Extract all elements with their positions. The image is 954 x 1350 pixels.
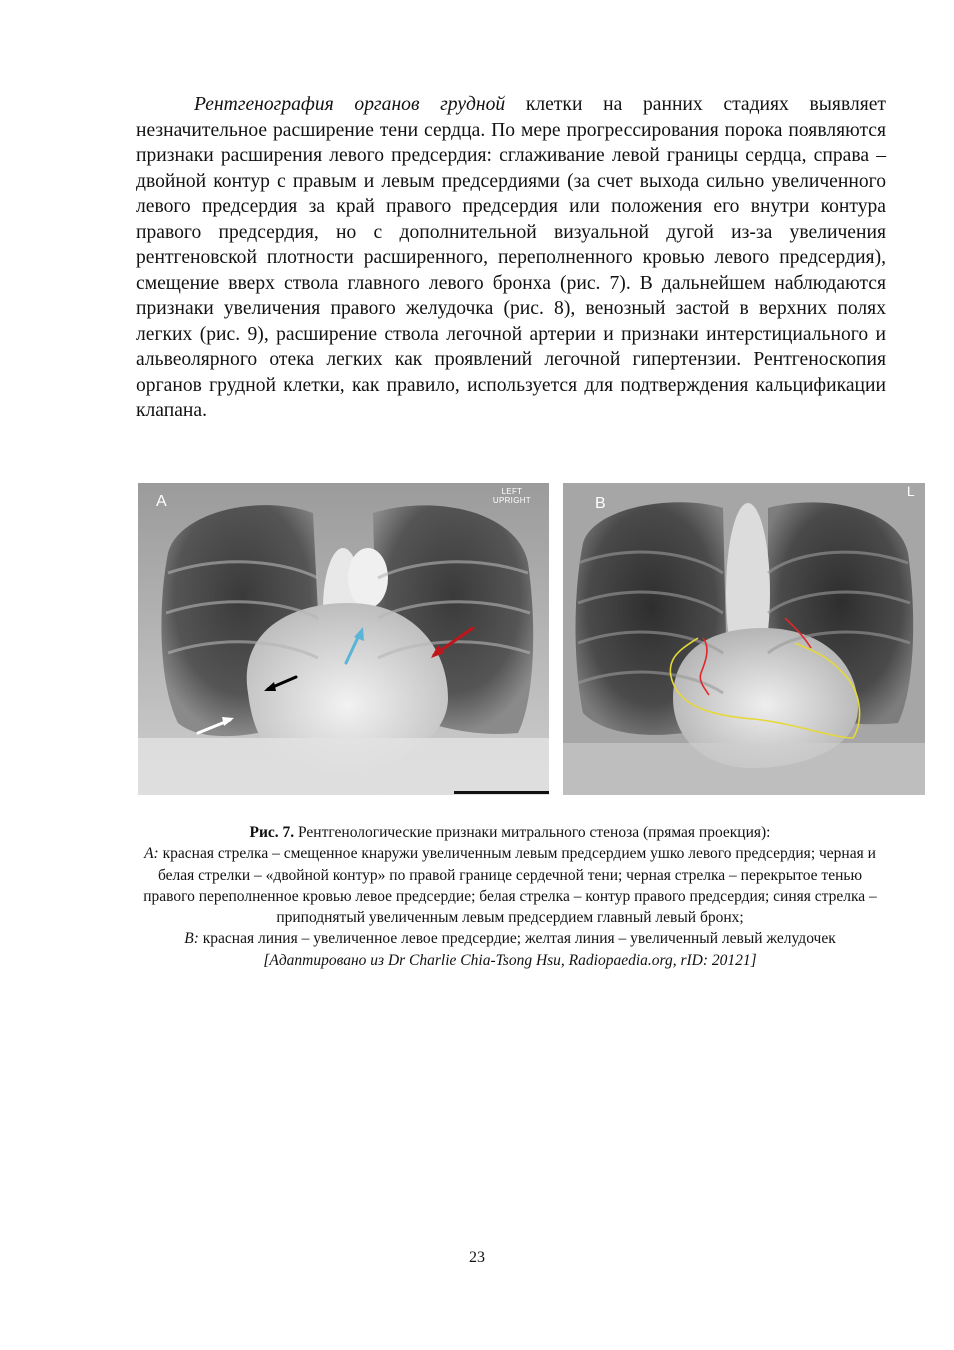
caption-title: Рентгенологические признаки митрального стеноза (прямая проекция): (294, 824, 771, 841)
figure-a-orientation-tag (493, 487, 531, 505)
body-italic-lead: Рентгенография органов грудной (194, 94, 506, 115)
figure-a-tag-upright: UPRIGHT (492, 496, 531, 505)
caption-label: Рис. 7. (249, 824, 295, 841)
caption-a-text: красная стрелка – смещенное кнаружи увеличенным левым предсердием ушко левого предсердия; черная и белая стрелки – «двойной контур» по правой границе сердечной тени; черная стрелка – перекрытое тенью правого переполненное кровью левое предсердие; белая стрелка – контур правого предсердия; синяя стрелка – приподнятый увеличенным левым предсердием главный левый бронх; (143, 845, 877, 927)
figure-a-letter: A (156, 493, 167, 510)
xray-image-a (138, 483, 549, 795)
caption-b-text: красная линия – увеличенное левое предсердие; желтая линия – увеличенный левый желудочек (198, 930, 836, 948)
caption-a-line (140, 843, 880, 928)
caption-source: [Адаптировано из Dr Charlie Chia-Tsong Hsu, Radiopaedia.org, rID: 20121] (263, 951, 757, 969)
xray-figure-a (138, 483, 549, 795)
figure-b-orientation-tag: L (906, 483, 915, 499)
body-text: клетки на ранних стадиях выявляет незначительное расширение тени сердца. По мере прогрессирования порока появляются признаки расширения левого предсердия: сглаживание левой границы сердца, справа – двойной контур с правым и левым предсердиями (за счет выхода сильно увеличенного левого предсердия за край правого предсердия или положения его внутри контура правого предсердия, но с дополнительной визуальной дугой из-за увеличения рентгеновской плотности расширенного, переполненного кровью левого предсердия), смещение вверх ствола главного левого бронха (рис. 7). В дальнейшем наблюдаются признаки увеличения правого желудочка (рис. 8), венозный застой в верхних полях легких (рис. 9), расширение ствола легочной артерии и признаки интерстициального и альвеолярного отека легких как проявлений легочной гипертензии. Рентгеноскопия органов грудной клетки, как правило, используется для подтверждения кальцификации клапана. (136, 94, 886, 421)
body-paragraph (136, 92, 886, 424)
figure-b-letter: B (595, 495, 606, 512)
figure-caption (140, 822, 880, 971)
caption-a-prefix: А: (144, 845, 159, 863)
caption-b-prefix: В: (184, 930, 199, 948)
page-number: 23 (469, 1249, 485, 1266)
caption-title-line (140, 822, 880, 843)
figure-a-tag-left: LEFT (501, 487, 523, 496)
caption-b-line (140, 928, 880, 949)
xray-figure-b (563, 483, 925, 795)
xray-image-b (563, 483, 925, 795)
